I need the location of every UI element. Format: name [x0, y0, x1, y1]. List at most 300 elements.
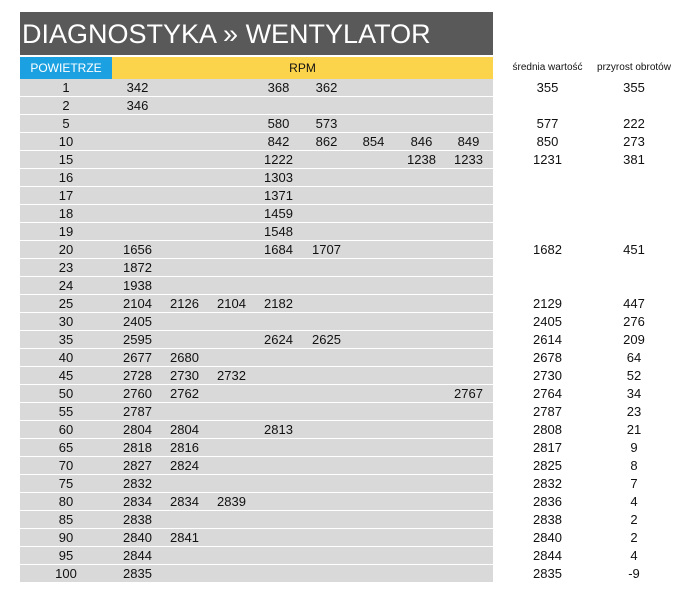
table-row: [0, 169, 695, 187]
rpm-cell: [350, 511, 397, 529]
rpm-cell: 2677: [123, 350, 152, 365]
srednia-cell: 2835: [533, 566, 562, 581]
rpm-cell: [161, 511, 208, 529]
rpm-cell: [114, 133, 161, 151]
rpm-cell: 862: [315, 134, 338, 149]
table-row: [0, 403, 695, 421]
rpm-cell: [303, 259, 350, 277]
rpm-cell: [255, 565, 302, 583]
rpm-cell: [303, 547, 350, 565]
rpm-cell: [303, 475, 350, 493]
rpm-cell: [303, 151, 350, 169]
przyrost-cell: 381: [623, 152, 645, 167]
rpm-cell: 2595: [123, 332, 152, 347]
rpm-cell: [445, 187, 492, 205]
rpm-cell: 842: [267, 134, 290, 149]
przyrost-cell: [590, 277, 678, 295]
rpm-cell: 1548: [264, 224, 293, 239]
rpm-cell: [303, 367, 350, 385]
srednia-cell: 1231: [533, 152, 562, 167]
rpm-cell: 1222: [264, 152, 293, 167]
rpm-cell: 2104: [217, 296, 246, 311]
rpm-cell: [255, 385, 302, 403]
rpm-cell: 2126: [170, 296, 199, 311]
rpm-cell: 2787: [123, 404, 152, 419]
rpm-cell: [398, 511, 445, 529]
rpm-cell: 1459: [264, 206, 293, 221]
rpm-cell: [303, 223, 350, 241]
powietrze-cell: 65: [58, 440, 74, 455]
table-row: [0, 511, 695, 529]
rpm-cell: [445, 403, 492, 421]
rpm-cell: [350, 385, 397, 403]
rpm-cell: [398, 403, 445, 421]
rpm-cell: [398, 331, 445, 349]
powietrze-cell: 23: [58, 260, 74, 275]
table-row: [0, 115, 695, 133]
rpm-cell: [398, 115, 445, 133]
rpm-cell: [445, 421, 492, 439]
srednia-cell: [500, 187, 595, 205]
rpm-cell: [208, 97, 255, 115]
rpm-cell: [398, 295, 445, 313]
rpm-cell: 846: [410, 134, 433, 149]
rpm-cell: 1707: [312, 242, 341, 257]
srednia-cell: 850: [536, 134, 559, 149]
rpm-cell: [208, 115, 255, 133]
rpm-cell: [398, 187, 445, 205]
rpm-cell: [445, 439, 492, 457]
page-title: DIAGNOSTYKA » WENTYLATOR: [20, 12, 493, 55]
rpm-cell: [255, 529, 302, 547]
srednia-cell: 2129: [533, 296, 562, 311]
przyrost-cell: [590, 169, 678, 187]
rpm-cell: [303, 385, 350, 403]
rpm-cell: 1233: [454, 152, 483, 167]
table-row: [0, 277, 695, 295]
przyrost-cell: 451: [623, 242, 645, 257]
rpm-cell: 2804: [123, 422, 152, 437]
rpm-cell: [303, 493, 350, 511]
rpm-cell: [398, 313, 445, 331]
rpm-cell: [445, 367, 492, 385]
przyrost-cell: 7: [630, 476, 638, 491]
rpm-cell: [208, 439, 255, 457]
rpm-cell: [445, 223, 492, 241]
rpm-cell: [161, 205, 208, 223]
rpm-cell: [350, 205, 397, 223]
rpm-cell: [445, 529, 492, 547]
header-srednia: średnia wartość: [512, 62, 583, 73]
rpm-cell: [350, 403, 397, 421]
rpm-cell: 2762: [170, 386, 199, 401]
rpm-cell: 849: [457, 134, 480, 149]
rpm-cell: [445, 331, 492, 349]
przyrost-cell: -9: [628, 566, 640, 581]
powietrze-cell: 15: [58, 152, 74, 167]
rpm-cell: [445, 241, 492, 259]
rpm-cell: [445, 169, 492, 187]
rpm-cell: 2834: [123, 494, 152, 509]
srednia-cell: 2678: [533, 350, 562, 365]
rpm-cell: [208, 529, 255, 547]
rpm-cell: 1872: [123, 260, 152, 275]
rpm-cell: [445, 295, 492, 313]
rpm-cell: [445, 457, 492, 475]
table-row: [0, 547, 695, 565]
rpm-cell: 2104: [123, 296, 152, 311]
rpm-cell: 2680: [170, 350, 199, 365]
przyrost-cell: 2: [630, 530, 638, 545]
przyrost-cell: [590, 223, 678, 241]
srednia-cell: 355: [536, 80, 559, 95]
rpm-cell: 2844: [123, 548, 152, 563]
rpm-cell: [255, 367, 302, 385]
powietrze-cell: 2: [62, 98, 70, 113]
rpm-cell: 1303: [264, 170, 293, 185]
powietrze-cell: 1: [62, 80, 70, 95]
rpm-cell: [398, 349, 445, 367]
rpm-cell: 2824: [170, 458, 199, 473]
rpm-cell: [445, 565, 492, 583]
rpm-cell: [303, 421, 350, 439]
przyrost-cell: 447: [623, 296, 645, 311]
table-row: [0, 385, 695, 403]
rpm-cell: [303, 529, 350, 547]
rpm-cell: [114, 169, 161, 187]
rpm-cell: [303, 277, 350, 295]
rpm-cell: [398, 547, 445, 565]
rpm-cell: [114, 205, 161, 223]
rpm-cell: [208, 241, 255, 259]
rpm-cell: [445, 79, 492, 97]
przyrost-cell: 355: [623, 80, 645, 95]
przyrost-cell: 209: [623, 332, 645, 347]
rpm-cell: 1238: [407, 152, 436, 167]
rpm-cell: [303, 403, 350, 421]
rpm-cell: 1684: [264, 242, 293, 257]
przyrost-cell: 4: [630, 494, 638, 509]
rpm-cell: [208, 313, 255, 331]
rpm-cell: [208, 205, 255, 223]
przyrost-cell: 21: [626, 422, 642, 437]
table-row: [0, 421, 695, 439]
rpm-cell: [350, 187, 397, 205]
rpm-cell: [350, 115, 397, 133]
table-row: [0, 529, 695, 547]
srednia-cell: [500, 277, 595, 295]
rpm-cell: [398, 97, 445, 115]
powietrze-cell: 55: [58, 404, 74, 419]
rpm-cell: [255, 313, 302, 331]
powietrze-cell: 40: [58, 350, 74, 365]
rpm-cell: [350, 529, 397, 547]
rpm-cell: 2840: [123, 530, 152, 545]
rpm-cell: [208, 565, 255, 583]
powietrze-cell: 20: [58, 242, 74, 257]
srednia-cell: [500, 223, 595, 241]
powietrze-cell: 10: [58, 134, 74, 149]
rpm-cell: [161, 79, 208, 97]
rpm-cell: [255, 403, 302, 421]
srednia-cell: 2832: [533, 476, 562, 491]
rpm-cell: [350, 259, 397, 277]
rpm-cell: [303, 457, 350, 475]
rpm-cell: [161, 403, 208, 421]
powietrze-cell: 17: [58, 188, 74, 203]
rpm-cell: [303, 511, 350, 529]
rpm-cell: [208, 259, 255, 277]
data-table: [0, 79, 695, 583]
srednia-cell: [500, 259, 595, 277]
rpm-cell: [350, 277, 397, 295]
powietrze-cell: 60: [58, 422, 74, 437]
rpm-cell: [255, 349, 302, 367]
table-row: [0, 349, 695, 367]
table-row: [0, 79, 695, 97]
rpm-cell: [350, 97, 397, 115]
rpm-cell: [398, 385, 445, 403]
srednia-cell: 2808: [533, 422, 562, 437]
rpm-cell: 2804: [170, 422, 199, 437]
powietrze-cell: 95: [58, 548, 74, 563]
rpm-cell: [161, 547, 208, 565]
rpm-cell: 854: [362, 134, 385, 149]
przyrost-cell: 222: [623, 116, 645, 131]
rpm-cell: [114, 151, 161, 169]
table-row: [0, 223, 695, 241]
powietrze-cell: 25: [58, 296, 74, 311]
table-row: [0, 565, 695, 583]
srednia-cell: 2405: [533, 314, 562, 329]
rpm-cell: [350, 151, 397, 169]
rpm-cell: [398, 457, 445, 475]
rpm-cell: [255, 457, 302, 475]
rpm-cell: [350, 493, 397, 511]
rpm-cell: [303, 187, 350, 205]
rpm-cell: [350, 241, 397, 259]
rpm-cell: 368: [267, 80, 290, 95]
przyrost-cell: 34: [626, 386, 642, 401]
table-row: [0, 439, 695, 457]
przyrost-cell: [590, 187, 678, 205]
rpm-cell: [255, 475, 302, 493]
header-przyrost: przyrost obrotów: [597, 62, 671, 73]
rpm-cell: [208, 331, 255, 349]
rpm-cell: 2813: [264, 422, 293, 437]
table-row: [0, 97, 695, 115]
powietrze-cell: 30: [58, 314, 74, 329]
rpm-cell: [350, 547, 397, 565]
rpm-cell: 573: [315, 116, 338, 131]
przyrost-cell: [590, 259, 678, 277]
rpm-cell: 580: [267, 116, 290, 131]
rpm-cell: [208, 547, 255, 565]
table-row: [0, 241, 695, 259]
powietrze-cell: 24: [58, 278, 74, 293]
rpm-cell: [114, 115, 161, 133]
rpm-cell: 1656: [123, 242, 152, 257]
rpm-cell: 2730: [170, 368, 199, 383]
rpm-cell: [161, 97, 208, 115]
rpm-cell: [208, 421, 255, 439]
rpm-cell: [161, 133, 208, 151]
przyrost-cell: 64: [626, 350, 642, 365]
table-row: [0, 493, 695, 511]
przyrost-cell: 2: [630, 512, 638, 527]
rpm-cell: [350, 313, 397, 331]
rpm-cell: [350, 295, 397, 313]
rpm-cell: [208, 187, 255, 205]
srednia-cell: 2825: [533, 458, 562, 473]
srednia-cell: [500, 97, 595, 115]
srednia-cell: 2817: [533, 440, 562, 455]
rpm-cell: [303, 313, 350, 331]
powietrze-cell: 85: [58, 512, 74, 527]
przyrost-cell: 273: [623, 134, 645, 149]
powietrze-cell: 5: [62, 116, 70, 131]
rpm-cell: [161, 565, 208, 583]
rpm-cell: [445, 547, 492, 565]
table-row: [0, 313, 695, 331]
rpm-cell: 342: [126, 80, 149, 95]
rpm-cell: [208, 403, 255, 421]
rpm-cell: [445, 277, 492, 295]
powietrze-cell: 80: [58, 494, 74, 509]
header-powietrze: POWIETRZE: [20, 57, 112, 79]
rpm-cell: 346: [126, 98, 149, 113]
rpm-cell: [114, 223, 161, 241]
przyrost-cell: 23: [626, 404, 642, 419]
srednia-cell: 577: [536, 116, 559, 131]
rpm-cell: [255, 439, 302, 457]
powietrze-cell: 16: [58, 170, 74, 185]
rpm-cell: 2767: [454, 386, 483, 401]
rpm-cell: [303, 565, 350, 583]
rpm-cell: [161, 313, 208, 331]
rpm-cell: [350, 169, 397, 187]
srednia-cell: 1682: [533, 242, 562, 257]
przyrost-cell: 8: [630, 458, 638, 473]
rpm-cell: 2728: [123, 368, 152, 383]
rpm-cell: [398, 169, 445, 187]
rpm-cell: [208, 349, 255, 367]
rpm-cell: [445, 205, 492, 223]
powietrze-cell: 19: [58, 224, 74, 239]
rpm-cell: [350, 439, 397, 457]
rpm-cell: [350, 349, 397, 367]
rpm-cell: [350, 421, 397, 439]
rpm-cell: 2839: [217, 494, 246, 509]
rpm-cell: [445, 349, 492, 367]
rpm-cell: 2816: [170, 440, 199, 455]
rpm-cell: [114, 187, 161, 205]
table-row: [0, 205, 695, 223]
rpm-cell: [445, 115, 492, 133]
rpm-cell: [208, 511, 255, 529]
rpm-cell: 2834: [170, 494, 199, 509]
srednia-cell: 2836: [533, 494, 562, 509]
rpm-cell: 2818: [123, 440, 152, 455]
rpm-cell: [445, 493, 492, 511]
powietrze-cell: 35: [58, 332, 74, 347]
rpm-cell: [255, 547, 302, 565]
rpm-cell: 2182: [264, 296, 293, 311]
rpm-cell: [398, 529, 445, 547]
rpm-cell: [398, 241, 445, 259]
powietrze-cell: 75: [58, 476, 74, 491]
rpm-cell: 2841: [170, 530, 199, 545]
rpm-cell: [161, 187, 208, 205]
rpm-cell: 2625: [312, 332, 341, 347]
rpm-cell: [161, 115, 208, 133]
rpm-cell: [303, 349, 350, 367]
rpm-cell: [208, 385, 255, 403]
table-row: [0, 187, 695, 205]
rpm-cell: [161, 151, 208, 169]
rpm-cell: [445, 97, 492, 115]
rpm-cell: [161, 169, 208, 187]
table-row: [0, 475, 695, 493]
rpm-cell: [398, 421, 445, 439]
rpm-cell: [398, 493, 445, 511]
rpm-cell: [398, 439, 445, 457]
przyrost-cell: 52: [626, 368, 642, 383]
srednia-cell: 2614: [533, 332, 562, 347]
rpm-cell: [398, 205, 445, 223]
table-row: [0, 367, 695, 385]
header-rpm: RPM: [112, 57, 493, 79]
table-row: [0, 457, 695, 475]
rpm-cell: [303, 295, 350, 313]
srednia-cell: 2764: [533, 386, 562, 401]
rpm-cell: 2827: [123, 458, 152, 473]
rpm-cell: [255, 97, 302, 115]
table-row: [0, 133, 695, 151]
rpm-cell: 2832: [123, 476, 152, 491]
rpm-cell: [303, 439, 350, 457]
rpm-cell: [398, 259, 445, 277]
przyrost-cell: 9: [630, 440, 638, 455]
powietrze-cell: 100: [55, 566, 77, 581]
rpm-cell: 2838: [123, 512, 152, 527]
srednia-cell: 2730: [533, 368, 562, 383]
table-row: [0, 259, 695, 277]
rpm-cell: [350, 367, 397, 385]
przyrost-cell: 276: [623, 314, 645, 329]
rpm-cell: [255, 259, 302, 277]
powietrze-cell: 70: [58, 458, 74, 473]
przyrost-cell: 4: [630, 548, 638, 563]
rpm-cell: [303, 205, 350, 223]
przyrost-cell: [590, 205, 678, 223]
rpm-cell: [350, 79, 397, 97]
rpm-cell: [208, 475, 255, 493]
srednia-cell: 2838: [533, 512, 562, 527]
rpm-cell: [350, 565, 397, 583]
table-row: [0, 151, 695, 169]
rpm-cell: [161, 331, 208, 349]
rpm-cell: 1938: [123, 278, 152, 293]
rpm-cell: [161, 259, 208, 277]
rpm-cell: [208, 151, 255, 169]
rpm-cell: [445, 313, 492, 331]
powietrze-cell: 45: [58, 368, 74, 383]
rpm-cell: [303, 97, 350, 115]
rpm-cell: [398, 565, 445, 583]
srednia-cell: [500, 205, 595, 223]
rpm-cell: [255, 511, 302, 529]
